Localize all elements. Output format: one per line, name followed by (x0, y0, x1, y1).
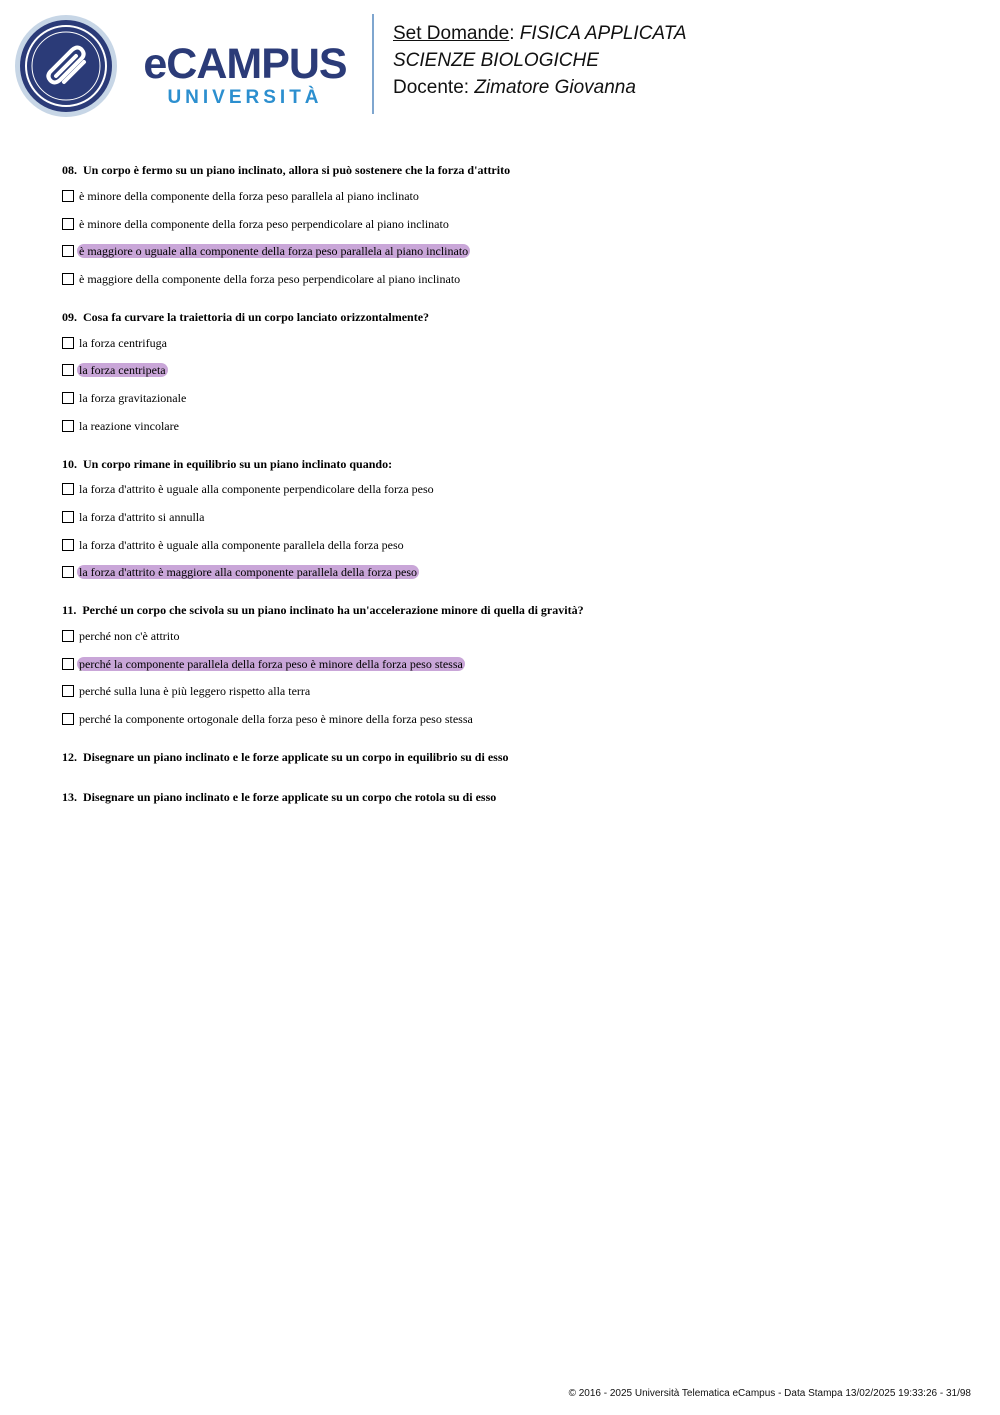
answer-option[interactable] (62, 237, 962, 265)
question-text: Perché un corpo che scivola su un piano inclinato ha un'accelerazione minore di quella di gravità? (82, 603, 584, 618)
checkbox[interactable] (62, 511, 74, 523)
checkbox[interactable] (62, 190, 74, 202)
ecampus-seal-icon (14, 14, 118, 118)
header-divider (372, 14, 374, 114)
answer-option[interactable] (62, 622, 962, 650)
question-number: 12. (62, 750, 77, 764)
brand-name: eCAMPUS (143, 40, 347, 88)
question (62, 160, 962, 293)
question-number: 11. (62, 603, 77, 618)
teacher-name: Zimatore Giovanna (474, 77, 636, 98)
question-text: Disegnare un piano inclinato e le forze applicate su un corpo che rotola su di esso (83, 790, 497, 804)
brand-subtitle: UNIVERSITÀ (167, 87, 323, 108)
checkbox[interactable] (62, 713, 74, 725)
answer-option[interactable] (62, 210, 962, 238)
checkbox[interactable] (62, 273, 74, 285)
option-text-highlighted: è maggiore o uguale alla componente della forza peso parallela al piano inclinato (79, 244, 469, 259)
option-text: la reazione vincolare (79, 418, 179, 433)
option-text: la forza centrifuga (79, 335, 167, 350)
faculty-line (393, 47, 687, 74)
question-list (62, 160, 962, 827)
open-question (62, 787, 962, 809)
answer-option[interactable] (62, 650, 962, 678)
option-text-highlighted: perché la componente parallela della forza peso è minore della forza peso stessa (79, 656, 463, 671)
checkbox[interactable] (62, 630, 74, 642)
answer-option[interactable] (62, 559, 962, 587)
answer-option[interactable] (62, 705, 962, 733)
set-label: Set Domande (393, 23, 510, 44)
option-text: perché la componente ortogonale della forza peso è minore della forza peso stessa (79, 712, 473, 727)
question-text: Un corpo rimane in equilibrio su un piano inclinato quando: (83, 456, 393, 471)
question (62, 307, 962, 440)
question-title (62, 160, 962, 182)
checkbox[interactable] (62, 392, 74, 404)
answer-option[interactable] (62, 265, 962, 293)
checkbox[interactable] (62, 566, 74, 578)
answer-option[interactable] (62, 678, 962, 706)
question (62, 454, 962, 587)
page-header (0, 0, 1000, 130)
question-title (62, 454, 962, 476)
question-title (62, 600, 962, 622)
faculty-name: SCIENZE BIOLOGICHE (393, 50, 599, 71)
question (62, 600, 962, 733)
option-text: è maggiore della componente della forza peso perpendicolare al piano inclinato (79, 271, 461, 286)
teacher-line (393, 74, 687, 101)
option-text: la forza d'attrito si annulla (79, 510, 205, 525)
checkbox[interactable] (62, 658, 74, 670)
checkbox[interactable] (62, 337, 74, 349)
course-name: FISICA APPLICATA (519, 23, 687, 44)
answer-option[interactable] (62, 503, 962, 531)
option-text-highlighted: la forza d'attrito è maggiore alla componente parallela della forza peso (79, 565, 417, 580)
checkbox[interactable] (62, 218, 74, 230)
answer-option[interactable] (62, 476, 962, 504)
question-title (62, 307, 962, 329)
checkbox[interactable] (62, 245, 74, 257)
checkbox[interactable] (62, 364, 74, 376)
checkbox[interactable] (62, 483, 74, 495)
option-text: perché non c'è attrito (79, 629, 180, 644)
answer-option[interactable] (62, 356, 962, 384)
question-text: Un corpo è fermo su un piano inclinato, allora si può sostenere che la forza d'attrito (83, 163, 511, 177)
set-info (393, 20, 687, 101)
teacher-label: Docente: (393, 77, 475, 98)
answer-option[interactable] (62, 531, 962, 559)
checkbox[interactable] (62, 539, 74, 551)
option-text: è minore della componente della forza peso perpendicolare al piano inclinato (79, 216, 449, 231)
question-number: 09. (62, 309, 77, 324)
brand-logo (134, 40, 356, 112)
page-footer: © 2016 - 2025 Università Telematica eCampus - Data Stampa 13/02/2025 19:33:26 - 31/98 (568, 1388, 971, 1399)
option-text: è minore della componente della forza peso parallela al piano inclinato (79, 188, 419, 203)
answer-option[interactable] (62, 329, 962, 357)
option-text-highlighted: la forza centripeta (79, 363, 166, 378)
answer-option[interactable] (62, 412, 962, 440)
question-number: 10. (62, 456, 77, 471)
answer-option[interactable] (62, 182, 962, 210)
answer-option[interactable] (62, 384, 962, 412)
question-text: Disegnare un piano inclinato e le forze applicate su un corpo in equilibrio su di esso (83, 750, 509, 764)
checkbox[interactable] (62, 685, 74, 697)
option-text: perché sulla luna è più leggero rispetto alla terra (79, 684, 311, 699)
option-text: la forza gravitazionale (79, 390, 187, 405)
set-line (393, 20, 687, 47)
open-question (62, 747, 962, 769)
checkbox[interactable] (62, 420, 74, 432)
question-text: Cosa fa curvare la traiettoria di un corpo lanciato orizzontalmente? (83, 309, 430, 324)
option-text: la forza d'attrito è uguale alla componente parallela della forza peso (79, 537, 404, 552)
question-number: 13. (62, 790, 77, 804)
set-colon: : (509, 23, 520, 44)
question-number: 08. (62, 163, 77, 177)
option-text: la forza d'attrito è uguale alla componente perpendicolare della forza peso (79, 482, 434, 497)
